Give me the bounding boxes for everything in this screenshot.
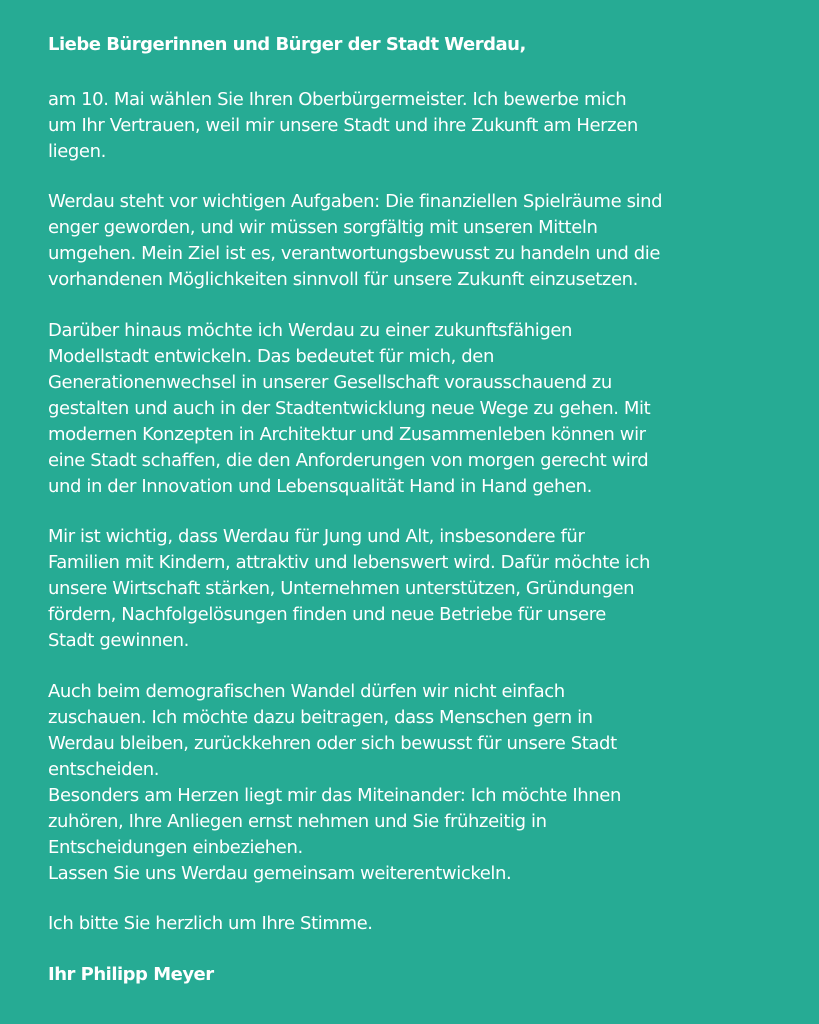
paragraph-election-intro: am 10. Mai wählen Sie Ihren Oberbürgermeister. Ich bewerbe mich um Ihr Vertrauen, weil mir unsere Stadt und ihre Zukunft am Herzen liegen. [48, 89, 638, 162]
signature: Ihr Philipp Meyer [48, 964, 214, 985]
paragraph-model-city: Darüber hinaus möchte ich Werdau zu einer zukunftsfähigen Modellstadt entwickeln. Das bedeutet für mich, den Generationenwechsel in unserer Gesellschaft vorausschauend zu gestalten und auch in der Stadtentwicklung neue Wege zu gehen. Mit modernen Konzepten in Architektur und Zusammenleben können wir eine Stadt schaffen, die den Anforderungen von morgen gerecht wird und in der Innovation und Lebensqualität Hand in Hand gehen. [48, 320, 651, 497]
paragraph-families-economy: Mir ist wichtig, dass Werdau für Jung und Alt, insbesondere für Familien mit Kindern, attraktiv und lebenswert wird. Dafür möchte ich unsere Wirtschaft stärken, Unternehmen unterstützen, Gründungen fördern, Nachfolgelösungen finden und neue Betriebe für unsere Stadt gewinnen. [48, 526, 651, 651]
paragraph-demographics-community: Auch beim demografischen Wandel dürfen wir nicht einfach zuschauen. Ich möchte dazu beitragen, dass Menschen gern in Werdau bleiben, zurückkehren oder sich bewusst für unsere Stadt entscheiden. Besonders am Herzen liegt mir das Miteinander: Ich möchte Ihnen zuhören, Ihre Anliegen ernst nehmen und Sie frühzeitig in Entscheidungen einbeziehen. Lassen Sie uns Werdau gemeinsam weiterentwickeln. [48, 681, 621, 884]
paragraph-vote-request: Ich bitte Sie herzlich um Ihre Stimme. [48, 913, 373, 934]
paragraph-finances: Werdau steht vor wichtigen Aufgaben: Die finanziellen Spielräume sind enger geworden, und wir müssen sorgfältig mit unseren Mitteln umgehen. Mein Ziel ist es, verantwortungsbewusst zu handeln und die vorhandenen Möglichkeiten sinnvoll für unsere Zukunft einzusetzen. [48, 191, 663, 290]
salutation: Liebe Bürgerinnen und Bürger der Stadt Werdau, [48, 34, 526, 55]
